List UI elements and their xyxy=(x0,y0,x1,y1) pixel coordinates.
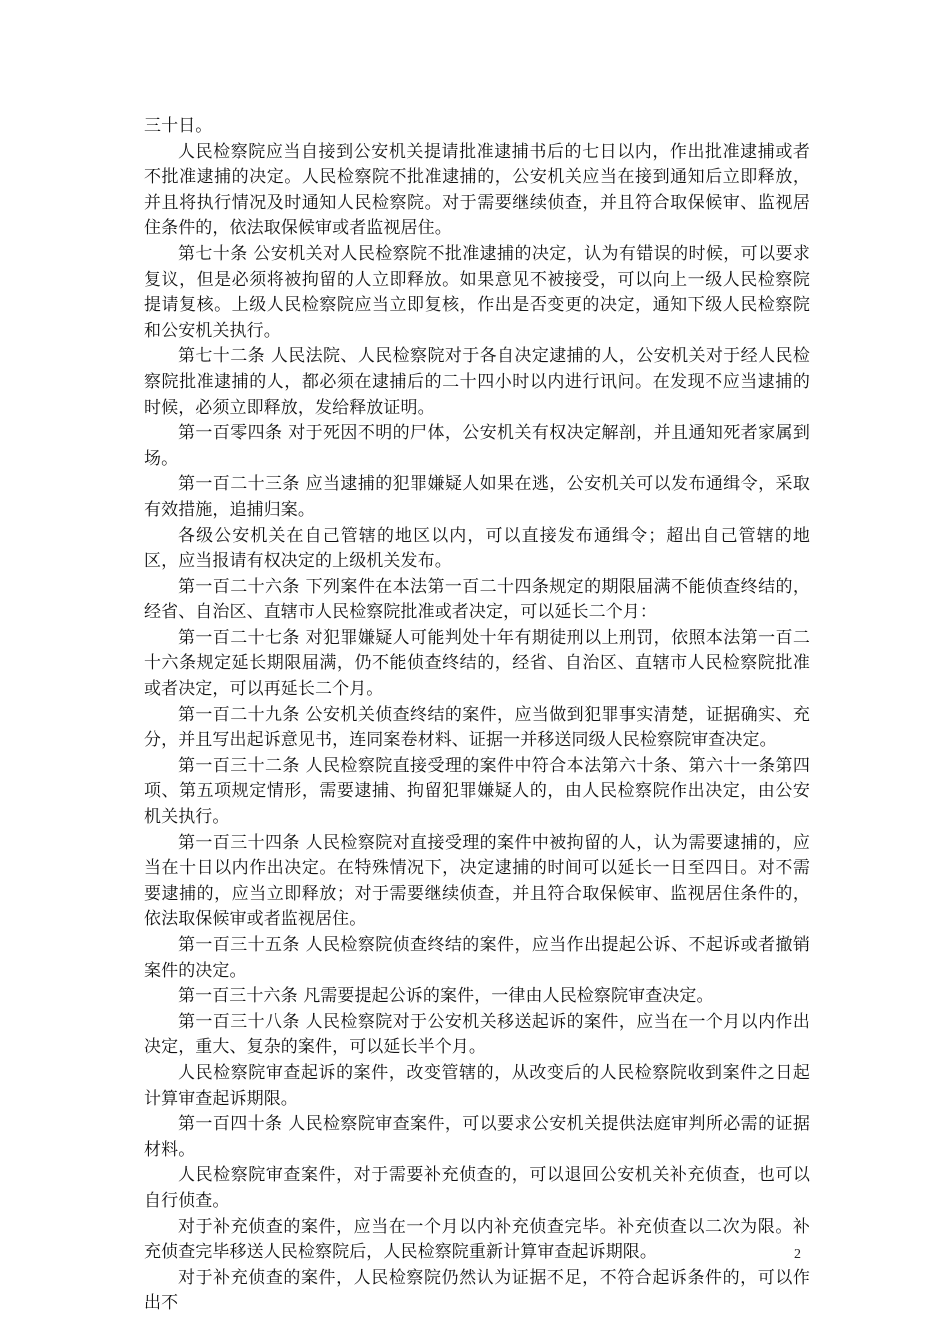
paragraph: 第一百三十五条 人民检察院侦查终结的案件，应当作出提起公诉、不起诉或者撤销案件的决定。 xyxy=(144,935,810,981)
paragraph: 人民检察院审查案件，对于需要补充侦查的，可以退回公安机关补充侦查，也可以自行侦查。 xyxy=(144,1165,810,1211)
paragraph: 人民检察院审查起诉的案件，改变管辖的，从改变后的人民检察院收到案件之日起计算审查起诉期限。 xyxy=(144,1062,810,1109)
paragraph: 第一百二十七条 对犯罪嫌疑人可能判处十年有期徒刑以上刑罚，依照本法第一百二十六条规定延长期限届满，仍不能侦查终结的，经省、自治区、直辖市人民检察院批准或者决定，可以再延长二个月。 xyxy=(144,627,810,700)
paragraph: 三十日。 xyxy=(144,116,213,136)
paragraph: 第一百二十九条 公安机关侦查终结的案件，应当做到犯罪事实清楚，证据确实、充分，并且写出起诉意见书，连同案卷材料、证据一并移送同级人民检察院审查决定。 xyxy=(144,704,810,751)
page-number: 2 xyxy=(794,1247,801,1262)
paragraph: 第一百三十八条 人民检察院对于公安机关移送起诉的案件，应当在一个月以内作出决定，重大、复杂的案件，可以延长半个月。 xyxy=(144,1011,810,1058)
paragraph: 第一百三十二条 人民检察院直接受理的案件中符合本法第六十条、第六十一条第四项、第五项规定情形，需要逮捕、拘留犯罪嫌疑人的，由人民检察院作出决定，由公安机关执行。 xyxy=(144,755,810,828)
paragraph: 第一百二十六条 下列案件在本法第一百二十四条规定的期限届满不能侦查终结的，经省、自治区、直辖市人民检察院批准或者决定，可以延长二个月： xyxy=(144,576,810,623)
paragraph: 第一百二十三条 应当逮捕的犯罪嫌疑人如果在逃，公安机关可以发布通缉令，采取有效措施，追捕归案。 xyxy=(144,474,810,520)
paragraph: 人民检察院应当自接到公安机关提请批准逮捕书后的七日以内，作出批准逮捕或者不批准逮捕的决定。人民检察院不批准逮捕的，公安机关应当在接到通知后立即释放，并且将执行情况及时通知人民检察院。对于需要继续侦查，并且符合取保候审、监视居住条件的，依法取保候审或者监视居住。 xyxy=(144,141,810,239)
document-body xyxy=(144,114,810,1317)
paragraph: 第一百三十四条 人民检察院对直接受理的案件中被拘留的人，认为需要逮捕的，应当在十日以内作出决定。在特殊情况下，决定逮捕的时间可以延长一日至四日。对不需要逮捕的，应当立即释放；对于需要继续侦查，并且符合取保候审、监视居住条件的，依法取保候审或者监视居住。 xyxy=(144,832,810,930)
paragraph: 对于补充侦查的案件，应当在一个月以内补充侦查完毕。补充侦查以二次为限。补充侦查完毕移送人民检察院后，人民检察院重新计算审查起诉期限。 xyxy=(144,1216,810,1263)
paragraph: 第七十二条 人民法院、人民检察院对于各自决定逮捕的人，公安机关对于经人民检察院批准逮捕的人，都必须在逮捕后的二十四小时以内进行讯问。在发现不应当逮捕的时候，必须立即释放，发给释放证明。 xyxy=(144,346,810,418)
paragraph: 第七十条 公安机关对人民检察院不批准逮捕的决定，认为有错误的时候，可以要求复议，但是必须将被拘留的人立即释放。如果意见不被接受，可以向上一级人民检察院提请复核。上级人民检察院应当立即复核，作出是否变更的决定，通知下级人民检察院和公安机关执行。 xyxy=(144,243,810,341)
paragraph: 第一百三十六条 凡需要提起公诉的案件，一律由人民检察院审查决定。 xyxy=(178,986,714,1007)
paragraph: 各级公安机关在自己管辖的地区以内，可以直接发布通缉令；超出自己管辖的地区，应当报请有权决定的上级机关发布。 xyxy=(144,525,810,572)
paragraph: 第一百零四条 对于死因不明的尸体，公安机关有权决定解剖，并且通知死者家属到场。 xyxy=(144,423,810,469)
paragraph: 对于补充侦查的案件，人民检察院仍然认为证据不足，不符合起诉条件的，可以作出不 xyxy=(144,1267,810,1314)
paragraph: 第一百四十条 人民检察院审查案件，可以要求公安机关提供法庭审判所必需的证据材料。 xyxy=(144,1114,810,1160)
